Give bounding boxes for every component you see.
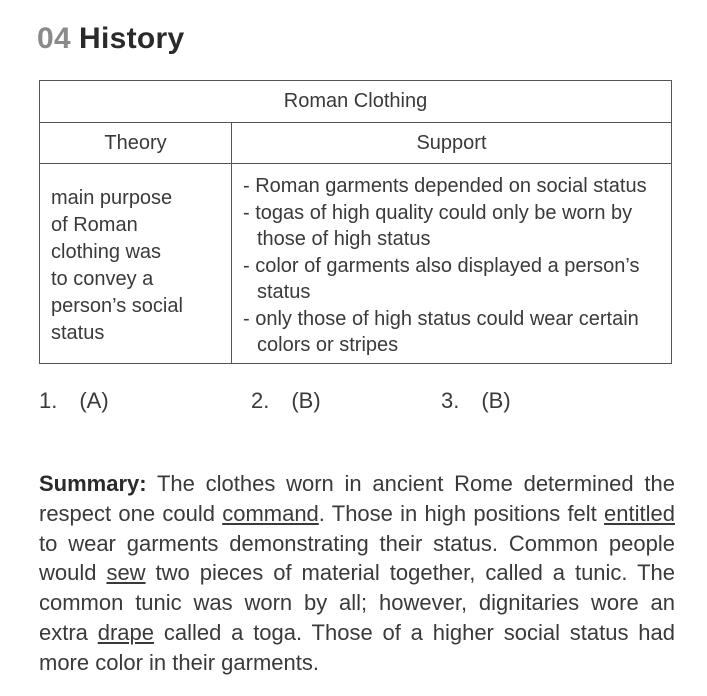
answer-1 <box>39 388 109 414</box>
answer-choice: (B) <box>291 388 321 413</box>
theory-line: of Roman <box>51 214 138 236</box>
summary-text: . Those in high positions felt <box>318 500 605 526</box>
summary-text: to wear garments demonstrating their status. Common people would <box>39 530 675 586</box>
answer-2 <box>251 388 321 414</box>
answer-number: 2. <box>251 388 270 413</box>
theory-line: main purpose <box>51 187 173 209</box>
theory-line: clothing was <box>51 241 162 263</box>
answer-choice: (A) <box>79 388 109 413</box>
section-heading <box>37 22 184 56</box>
support-item: - only those of high status could wear certain colors or stripes <box>243 307 639 356</box>
vocab-drape: drape <box>97 619 155 645</box>
support-item: - Roman garments depended on social status <box>243 175 647 197</box>
support-header: Support <box>232 123 672 164</box>
answer-number: 3. <box>441 388 460 413</box>
notes-table <box>39 80 672 364</box>
support-item: - togas of high quality could only be worn by those of high status <box>243 201 633 250</box>
vocab-sew: sew <box>106 560 146 586</box>
summary-label: Summary: <box>39 471 147 496</box>
theory-line: status <box>51 322 105 344</box>
theory-line: person’s social <box>51 295 183 317</box>
summary-text: The clothes worn in ancient Rome determined the respect one could <box>39 471 675 526</box>
section-number: 04 <box>37 22 71 55</box>
summary-text: called a toga. Those of a higher social status had more color in their garments. <box>39 619 675 675</box>
support-list <box>243 173 665 359</box>
vocab-entitled: entitled <box>604 500 675 526</box>
answer-3 <box>441 388 511 414</box>
section-title: History <box>78 22 185 55</box>
support-item: - color of garments also displayed a person’s status <box>243 254 640 303</box>
theory-header: Theory <box>40 123 232 164</box>
summary-paragraph <box>39 469 675 678</box>
answer-number: 1. <box>39 388 58 413</box>
theory-cell <box>40 164 232 364</box>
summary-text: two pieces of material together, called a tunic. The common tunic was worn by all; however, dignitaries wore an extra <box>39 560 675 645</box>
table-caption: Roman Clothing <box>40 81 672 123</box>
vocab-command: command <box>222 500 319 526</box>
theory-line: to convey a <box>51 268 154 290</box>
answer-choice: (B) <box>481 388 511 413</box>
support-cell <box>232 164 672 364</box>
